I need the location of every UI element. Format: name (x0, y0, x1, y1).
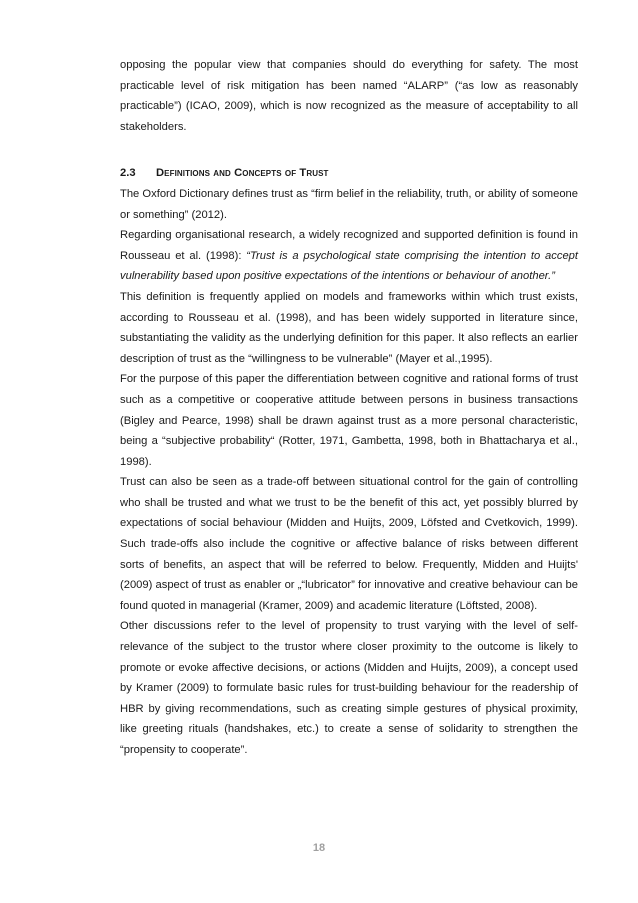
paragraph-trade-off: Trust can also be seen as a trade-off between situational control for the gain of controlling who shall be trusted and what we trust to be the benefit of this act, yet possibly blurred by expectations of social behaviour (Midden and Huijts, 2009, Löfsted and Cvetkovich, 1999). Such trade-offs also include the cognitive or affective balance of risks between different sorts of benefits, an aspect that will be referred to below. Frequently, Midden and Huijts' (2009) aspect of trust as enabler or „“lubricator” for innovative and creative behaviour can be found quoted in managerial (Kramer, 2009) and academic literature (Löftsted, 2008). (120, 476, 578, 612)
paragraph-organisational-definition (120, 225, 578, 287)
paragraph-opening: opposing the popular view that companies should do everything for safety. The most practicable level of risk mitigation has been named “ALARP” (“as low as reasonably practicable”) (ICAO, 2009), which is now recognized as the measure of acceptability to all stakeholders. (120, 59, 578, 133)
section-heading (120, 163, 578, 184)
page-number: 18 (312, 842, 326, 854)
paragraph-propensity: Other discussions refer to the level of propensity to trust varying with the level of self-relevance of the subject to the trustor where closer proximity to the outcome is likely to promote or evoke affective decisions, or actions (Midden and Huijts, 2009), a concept used by Kramer (2009) to formulate basic rules for trust-building behaviour for the readership of HBR by giving recommendations, such as creating simple gestures of physical proximity, like greeting rituals (handshakes, etc.) to create a sense of solidarity to strengthen the “propensity to cooperate”. (120, 620, 578, 756)
paragraph-oxford-definition: The Oxford Dictionary defines trust as “firm belief in the reliability, truth, or ability of someone or something” (2012). (120, 187, 578, 221)
section-title: Definitions and Concepts of Trust (156, 167, 329, 180)
paragraph-frameworks: This definition is frequently applied on models and frameworks within which trust exists, according to Rousseau et al. (1998), and has been widely supported in literature since, substantiating the validity as the underlying definition for this paper. It also reflects an earlier description of trust as the “willingness to be vulnerable” (Mayer et al.,1995). (120, 290, 578, 365)
paragraph-cognitive-trust: For the purpose of this paper the differentiation between cognitive and rational forms of trust such as a competitive or cooperative attitude between persons in business transactions (Bigley and Pearce, 1998) shall be drawn against trust as a more personal characteristic, being a “subjective probability“ (Rotter, 1971, Gambetta, 1998, both in Bhattacharya et al., 1998). (120, 373, 578, 468)
rousseau-quote: “Trust is a psychological state comprising the intention to accept vulnerability based upon positive expectations of the intentions or behaviour of another.” (120, 249, 578, 283)
document-body (120, 55, 578, 761)
organisational-intro-text: Regarding organisational research, a widely recognized and supported definition is found in Rousseau et al. (1998): (120, 229, 578, 262)
section-number: 2.3 (120, 167, 136, 180)
spacer (120, 137, 578, 163)
